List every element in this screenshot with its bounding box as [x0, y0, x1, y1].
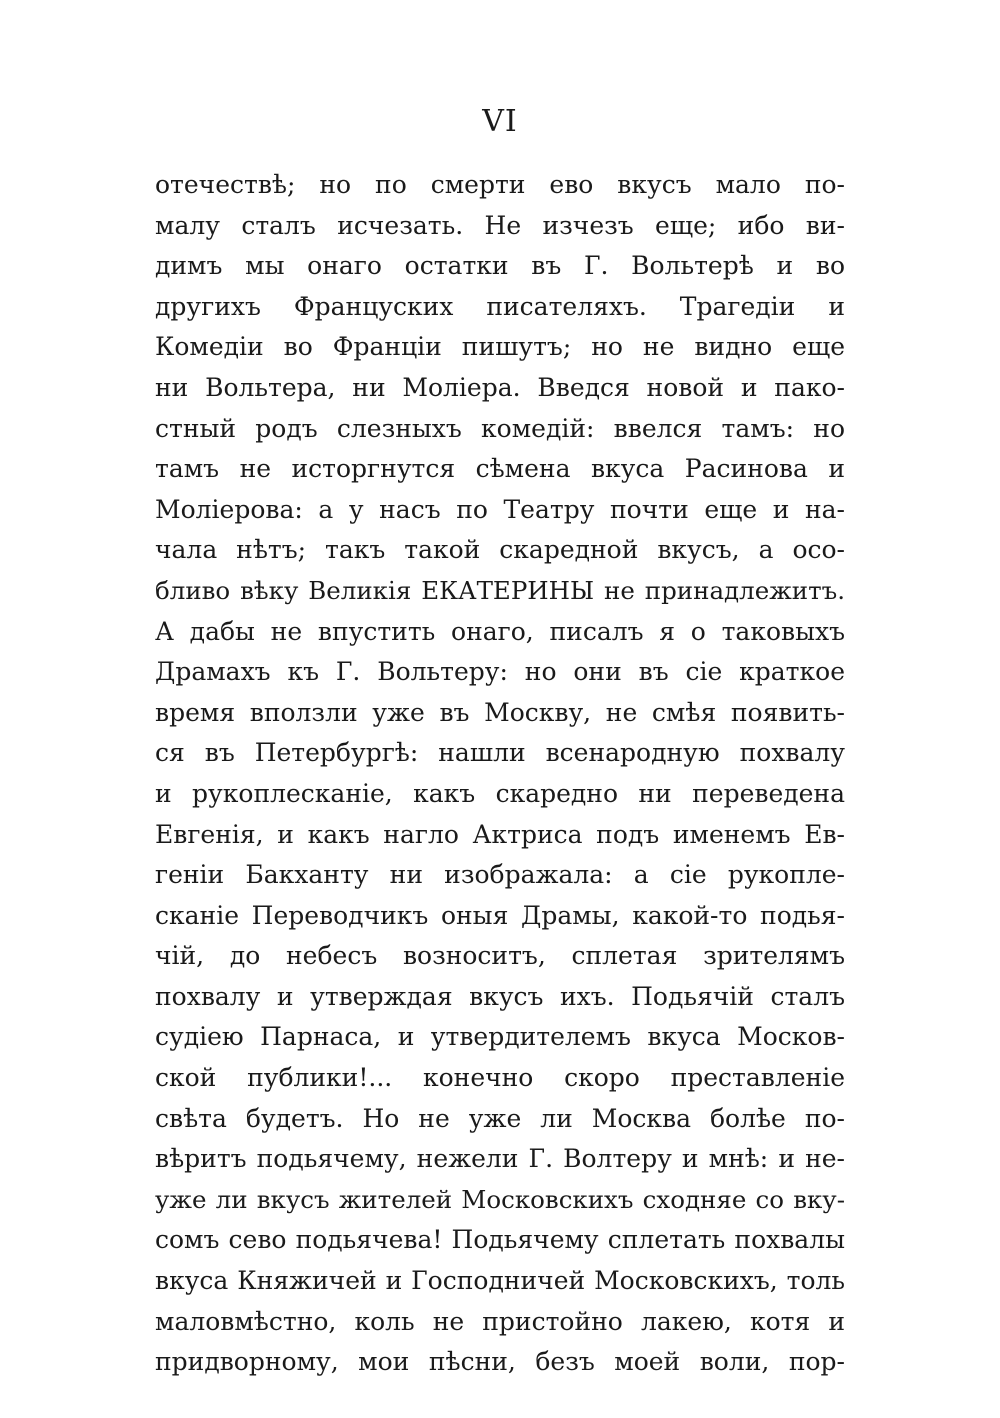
text-line: сканіе Переводчикъ оныя Драмы, какой-то подья- [155, 900, 845, 930]
text-line: ся въ Петербургѣ: нашли всенародную похвалу [155, 738, 845, 768]
text-line: Драмахъ къ Г. Вольтеру: но они въ сіе краткое [155, 657, 845, 687]
text-line: уже ли вкусъ жителей Московскихъ сходняе со вку- [155, 1184, 845, 1214]
text-line: геніи Бакханту ни изображала: а сіе рукопле- [155, 860, 845, 890]
text-line: Моліерова: а у насъ по Театру почти еще и на- [155, 494, 845, 524]
text-line: маловмѣстно, коль не пристойно лакею, котя и [155, 1306, 845, 1336]
text-line: чій, до небесъ возноситъ, сплетая зрителямъ [155, 941, 845, 971]
text-line: похвалу и утверждая вкусъ ихъ. Подьячій сталъ [155, 981, 845, 1011]
text-line: сомъ сево подьячева! Подьячему сплетать похвалы [155, 1225, 845, 1255]
text-line: вѣритъ подьячему, нежели Г. Волтеру и мнѣ: и не- [155, 1144, 845, 1174]
text-line: ской публики!... конечно скоро преставленіе [155, 1063, 845, 1093]
text-line: вкуса Княжичей и Господничей Московскихъ, толь [155, 1266, 845, 1296]
text-line: А дабы не впустить онаго, писалъ я о таковыхъ [155, 616, 845, 646]
page-number: VI [482, 104, 518, 139]
text-line: отечествѣ; но по смерти ево вкусъ мало по- [155, 170, 845, 199]
text-line: придворному, мои пѣсни, безъ моей воли, пор- [155, 1347, 845, 1377]
text-line: димъ мы онаго остатки въ Г. Вольтерѣ и во [155, 251, 845, 281]
text-line: тамъ не исторгнутся сѣмена вкуса Расинова и [155, 454, 845, 484]
text-line: бливо вѣку Великія ЕКАТЕРИНЫ не принадлежитъ. [155, 575, 845, 605]
text-line: время вползли уже въ Москву, не смѣя появить- [155, 697, 845, 727]
body-text [155, 165, 845, 1383]
text-line: малу сталъ исчезать. Не изчезъ еще; ибо ви- [155, 210, 845, 240]
text-line: Комедіи во Франціи пишутъ; но не видно еще [155, 332, 845, 362]
text-line: судіею Парнаса, и утвердителемъ вкуса Москов- [155, 1022, 845, 1052]
text-line: стный родъ слезныхъ комедій: ввелся тамъ: но [155, 413, 845, 443]
text-line: чала нѣтъ; такъ такой скаредной вкусъ, а осо- [155, 535, 845, 565]
text-line: другихъ Француских писателяхъ. Трагедіи и [155, 291, 845, 321]
text-line: Евгенія, и какъ нагло Актриса подъ именемъ Ев- [155, 819, 845, 849]
text-line: свѣта будетъ. Но не уже ли Москва болѣе по- [155, 1103, 845, 1133]
text-line: ни Вольтера, ни Моліера. Введся новой и пако- [155, 372, 845, 402]
text-line: и рукоплесканіе, какъ скаредно ни переведена [155, 778, 845, 808]
